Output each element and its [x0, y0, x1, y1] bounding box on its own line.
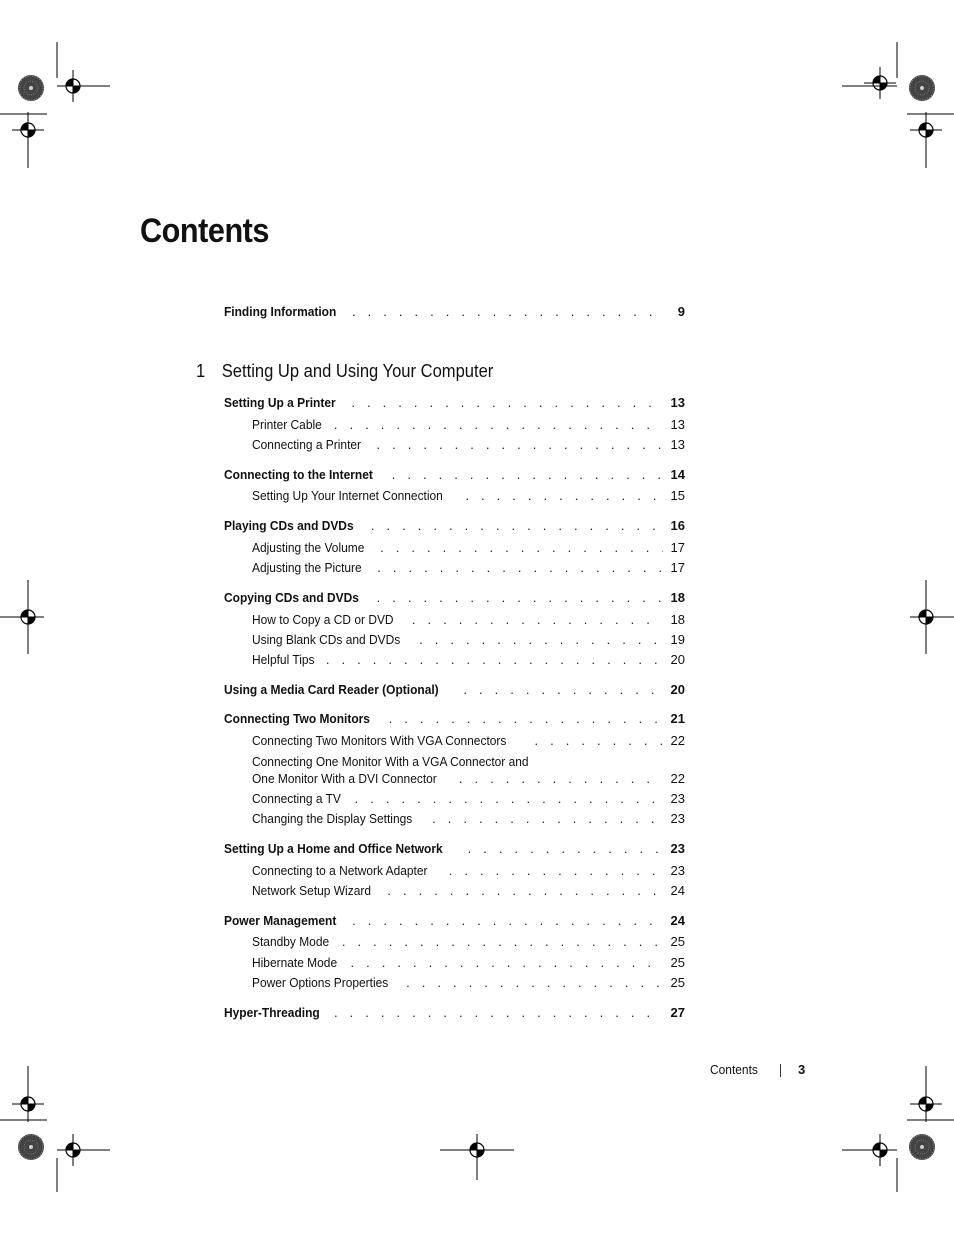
- leader-dots: [406, 974, 662, 992]
- toc-entry-label: Adjusting the Volume: [252, 540, 365, 555]
- leader-dots: [412, 611, 663, 629]
- toc-subentry-adjusting-volume[interactable]: [252, 539, 685, 557]
- toc-page-number: 16: [670, 518, 685, 533]
- toc-subentry-hibernate-mode[interactable]: [252, 954, 685, 972]
- toc-entry-label: Helpful Tips: [252, 652, 315, 667]
- toc-entry-label: Setting Up Your Internet Connection: [252, 488, 443, 503]
- toc-entry-label: Standby Mode: [252, 934, 330, 949]
- leader-dots: [371, 517, 663, 535]
- toc-entry-label: Power Options Properties: [252, 975, 389, 990]
- footer-page-number: 3: [798, 1062, 806, 1077]
- leader-dots: [468, 840, 663, 858]
- toc-page-number: 24: [670, 883, 685, 898]
- toc-entry-power-management[interactable]: [224, 912, 685, 930]
- toc-entry-playing-cds-dvds[interactable]: [224, 517, 685, 535]
- toc-subentry-blank-cds-dvds[interactable]: [252, 631, 685, 649]
- toc-entry-label: Connecting to the Internet: [224, 467, 373, 482]
- leader-dots: [377, 589, 663, 607]
- toc-entry-finding-information[interactable]: [224, 303, 685, 321]
- toc-entry-label: Connecting Two Monitors: [224, 711, 370, 726]
- toc-entry-label: Finding Information: [224, 304, 337, 319]
- toc-entry-label: Printer Cable: [252, 417, 322, 432]
- toc-entry-copying-cds-dvds[interactable]: [224, 589, 685, 607]
- toc-page-number: 23: [670, 841, 685, 856]
- page-footer: [710, 1061, 806, 1079]
- leader-dots: [352, 303, 663, 321]
- toc-entry-setting-up-printer[interactable]: [224, 394, 685, 412]
- leader-dots: [351, 954, 663, 972]
- toc-subentry-vga-connectors[interactable]: [252, 732, 685, 750]
- leader-dots: [351, 394, 662, 412]
- toc-subentry-connecting-tv[interactable]: [252, 790, 685, 808]
- toc-entry-label: Network Setup Wizard: [252, 883, 371, 898]
- toc-page-number: 25: [670, 934, 685, 949]
- leader-dots: [334, 1004, 663, 1022]
- leader-dots: [463, 681, 662, 699]
- toc-page-number: 20: [670, 682, 685, 697]
- leader-dots: [465, 487, 662, 505]
- toc-page-number: 18: [670, 612, 685, 627]
- toc-entry-hyper-threading[interactable]: [224, 1004, 685, 1022]
- toc-entry-label: Setting Up a Printer: [224, 395, 336, 410]
- chapter-title: Setting Up and Using Your Computer: [221, 361, 494, 381]
- toc-page-number: 18: [670, 590, 685, 605]
- leader-dots: [334, 416, 663, 434]
- leader-dots: [432, 810, 662, 828]
- toc-entry-label: Using Blank CDs and DVDs: [252, 632, 401, 647]
- toc-entry-label: Connecting a TV: [252, 791, 341, 806]
- toc-page-number: 13: [670, 395, 685, 410]
- toc-subentry-printer-cable[interactable]: [252, 416, 685, 434]
- chapter-number: 1: [196, 361, 206, 381]
- toc-page-number: 22: [670, 733, 685, 748]
- toc-page-number: 17: [670, 540, 685, 555]
- toc-subentry-vga-dvi-line1[interactable]: Connecting One Monitor With a VGA Connector and: [252, 754, 529, 769]
- toc-entry-home-office-network[interactable]: [224, 840, 685, 858]
- toc-entry-label: How to Copy a CD or DVD: [252, 612, 394, 627]
- toc-entry-label: Copying CDs and DVDs: [224, 590, 359, 605]
- toc-entry-label: Adjusting the Picture: [252, 560, 362, 575]
- toc-entry-label: Playing CDs and DVDs: [224, 518, 354, 533]
- page-title: Contents: [140, 212, 269, 250]
- toc-page-number: 9: [677, 304, 685, 319]
- toc-entry-label: Power Management: [224, 913, 337, 928]
- toc-subentry-vga-dvi[interactable]: [252, 770, 685, 788]
- toc-page-number: 25: [670, 975, 685, 990]
- leader-dots: [377, 559, 662, 577]
- toc-page-number: 23: [670, 811, 685, 826]
- toc-entry-connecting-two-monitors[interactable]: [224, 710, 685, 728]
- leader-dots: [377, 436, 663, 454]
- toc-page-number: 17: [670, 560, 685, 575]
- toc-entry-label: Connecting Two Monitors With VGA Connectors: [252, 733, 507, 748]
- toc-entry-label: Hibernate Mode: [252, 955, 338, 970]
- toc-page-number: 24: [670, 913, 685, 928]
- toc-entry-label: Setting Up a Home and Office Network: [224, 841, 443, 856]
- toc-subentry-connecting-printer[interactable]: [252, 436, 685, 454]
- leader-dots: [459, 770, 663, 788]
- toc-page-number: 13: [670, 417, 685, 432]
- toc-subentry-helpful-tips[interactable]: [252, 651, 685, 669]
- toc-subentry-standby-mode[interactable]: [252, 933, 685, 951]
- toc-page-number: 19: [670, 632, 685, 647]
- chapter-heading: [196, 360, 493, 382]
- toc-entry-media-card-reader[interactable]: [224, 681, 685, 699]
- leader-dots: [380, 539, 662, 557]
- toc-subentry-network-setup-wizard[interactable]: [252, 882, 685, 900]
- toc-entry-label: Connecting to a Network Adapter: [252, 863, 428, 878]
- toc-entry-label: Connecting a Printer: [252, 437, 362, 452]
- leader-dots: [355, 790, 663, 808]
- toc-page-number: 15: [670, 488, 685, 503]
- toc-entry-label: Hyper-Threading: [224, 1005, 320, 1020]
- toc-subentry-network-adapter[interactable]: [252, 862, 685, 880]
- toc-subentry-copy-cd-dvd[interactable]: [252, 611, 685, 629]
- leader-dots: [392, 466, 663, 484]
- leader-dots: [387, 882, 662, 900]
- toc-page-number: 25: [670, 955, 685, 970]
- toc-subentry-display-settings[interactable]: [252, 810, 685, 828]
- leader-dots: [419, 631, 662, 649]
- toc-entry-label: Using a Media Card Reader (Optional): [224, 682, 439, 697]
- toc-entry-connecting-internet[interactable]: [224, 466, 685, 484]
- toc-subentry-adjusting-picture[interactable]: [252, 559, 685, 577]
- toc-page-number: 13: [670, 437, 685, 452]
- toc-page-number: 23: [670, 863, 685, 878]
- toc-page-number: 21: [670, 711, 685, 726]
- toc-page-number: 14: [670, 467, 685, 482]
- leader-dots: [389, 710, 663, 728]
- toc-entry-label: Changing the Display Settings: [252, 811, 413, 826]
- toc-entry-label: One Monitor With a DVI Connector: [252, 771, 437, 786]
- toc-subentry-power-options[interactable]: [252, 974, 685, 992]
- leader-dots: [449, 862, 663, 880]
- toc-page-number: 27: [670, 1005, 685, 1020]
- footer-divider: [780, 1064, 781, 1077]
- toc-subentry-internet-connection[interactable]: [252, 487, 685, 505]
- toc-page-number: 23: [670, 791, 685, 806]
- footer-section-label: Contents: [710, 1062, 758, 1077]
- leader-dots: [535, 732, 663, 750]
- leader-dots: [326, 651, 663, 669]
- toc-page-number: 22: [670, 771, 685, 786]
- leader-dots: [352, 912, 662, 930]
- toc-page-number: 20: [670, 652, 685, 667]
- leader-dots: [342, 933, 663, 951]
